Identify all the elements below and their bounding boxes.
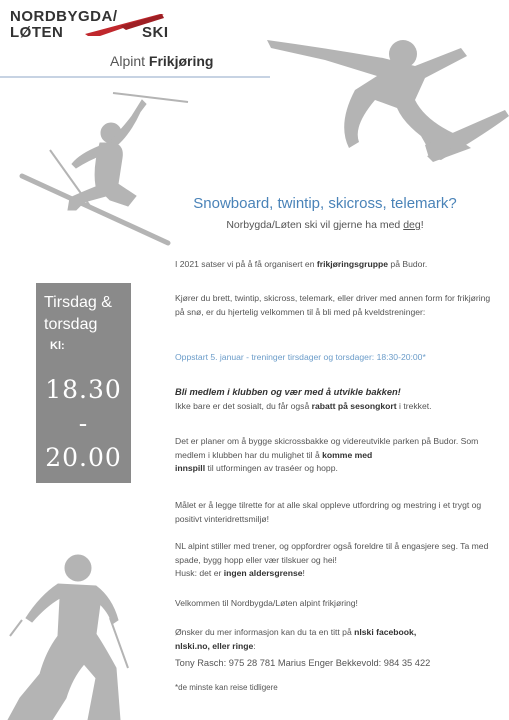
tagline-end: ! [420, 219, 424, 231]
paragraph-intro [175, 258, 495, 272]
plans-end: til utformingen av traséer og hopp. [205, 463, 338, 473]
logo-line-2: LØTEN [10, 24, 64, 41]
paragraph-welcome: Velkommen til Nordbygda/Løten alpint frikjøring! [175, 598, 358, 608]
husk-end: ! [302, 568, 305, 578]
schedule-end-time: 20.00 [45, 443, 122, 472]
subtitle-prefix: Alpint [110, 53, 146, 69]
paragraph-invite: Kjører du brett, twintip, skicross, telemark, eller driver med annen form for frikjøring på snø, er du hjertelig velkommen til å bli med på kveldstreninger: [175, 293, 491, 317]
member-text-bold: rabatt på sesongkort [311, 400, 397, 411]
schedule-start-time: 18.30 [45, 375, 122, 404]
contacts: Tony Rasch: 975 28 781 Marius Enger Bekkevold: 984 35 422 [175, 658, 431, 668]
skier-bottom-silhouette-icon [0, 548, 170, 720]
paragraph-plans [175, 435, 495, 476]
paragraph-coach [175, 540, 495, 581]
paragraph-start: Oppstart 5. januar - treninger tirsdager og torsdager: 18:30-20:00* [175, 352, 426, 362]
member-text-after: i trekket. [396, 400, 432, 411]
member-text-before: Ikke bare er det sosialt, du får også [175, 400, 312, 411]
paragraph-goal: Målet er å legge tilrette for at alle skal oppleve utfordring og mestring i et trygt og positivt vinteridrettsmiljø! [175, 500, 482, 524]
subtitle [110, 53, 213, 69]
tagline [150, 219, 500, 231]
logo-line-1: NORDBYGDA/ [10, 8, 118, 25]
member-heading: Bli medlem i klubben og vær med å utvikle bakken! [175, 387, 401, 397]
snowboarder-silhouette-icon [265, 30, 509, 205]
info-text: Ønsker du mer informasjon kan du ta en titt på [175, 627, 355, 637]
footnote: *de minste kan reise tidligere [175, 683, 278, 692]
info-end: : [253, 640, 256, 651]
schedule-days-line-1: Tirsdag & [44, 294, 112, 311]
intro-bold: frikjøringsgruppe [316, 259, 389, 269]
header-divider [0, 76, 270, 78]
schedule-days [44, 292, 112, 336]
logo-ski: SKI [142, 24, 169, 41]
paragraph-info [175, 626, 495, 653]
info-bold-2: nlski.no, eller ringe [175, 640, 254, 651]
logo-swoosh-icon [60, 10, 170, 40]
schedule-box [36, 283, 131, 483]
plans-bold-1: komme med [322, 449, 373, 460]
paragraph-member [175, 386, 495, 413]
info-bold-1: nlski facebook, [354, 627, 417, 637]
intro-end: på Budor. [388, 259, 428, 269]
schedule-kl-label: Kl: [50, 340, 65, 352]
husk-bold: ingen aldersgrense [223, 568, 303, 578]
intro-text: I 2021 satser vi på å få organisert en [175, 259, 317, 269]
tagline-text: Norbygda/Løten ski vil gjerne ha med [226, 219, 404, 231]
husk-text: Husk: det er [175, 568, 224, 578]
coach-text: NL alpint stiller med trener, og oppfordrer også foreldre til å engasjere seg. Ta med spade, bygg hopp eller vær tilskuer og hei! [175, 541, 489, 565]
subtitle-bold: Frikjøring [148, 53, 214, 69]
schedule-dash: - [78, 409, 89, 438]
tagline-underlined: deg [403, 219, 421, 231]
plans-text: Det er planer om å bygge skicrossbakke og videreutvikle parken på Budor. Som medlem i klubben har du mulighet til å [175, 436, 479, 460]
coach-husk [175, 567, 495, 581]
headline: Snowboard, twintip, skicross, telemark? [193, 195, 457, 212]
member-text [175, 400, 495, 414]
schedule-days-line-2: torsdag [44, 316, 98, 333]
plans-bold-2: innspill [175, 463, 206, 473]
